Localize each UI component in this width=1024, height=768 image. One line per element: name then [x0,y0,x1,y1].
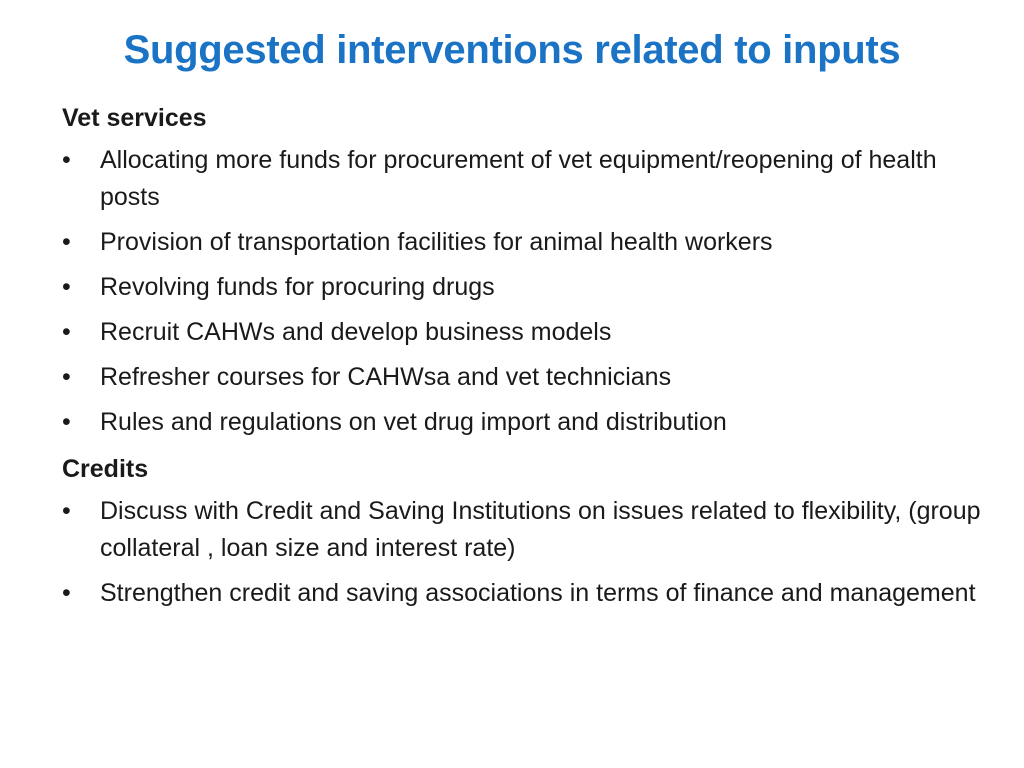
list-item [62,142,982,216]
list-item-text: Provision of transportation facilities for animal health workers [100,228,773,256]
list-item [62,404,982,441]
bullet-icon: • [62,228,71,256]
list-item-text: Allocating more funds for procurement of vet equipment/reopening of health posts [100,146,937,211]
bullet-icon: • [62,318,71,346]
list-item [62,493,982,567]
bullet-icon: • [62,408,71,436]
list-item-text: Strengthen credit and saving associations in terms of finance and management [100,579,976,607]
bullet-icon: • [62,273,71,301]
section-heading-vet-services: Vet services [62,104,207,132]
bullet-list-vet-services [62,142,982,441]
list-item-text: Revolving funds for procuring drugs [100,273,495,301]
list-item [62,269,982,306]
list-item-text: Rules and regulations on vet drug import and distribution [100,408,727,436]
list-item [62,575,982,612]
bullet-icon: • [62,497,71,525]
slide-content [62,98,982,620]
slide-title: Suggested interventions related to inputs [123,28,901,72]
list-item [62,224,982,261]
list-item-text: Recruit CAHWs and develop business models [100,318,612,346]
bullet-icon: • [62,146,71,174]
bullet-icon: • [62,363,71,391]
list-item [62,359,982,396]
bullet-icon: • [62,579,71,607]
list-item-text: Discuss with Credit and Saving Institutions on issues related to flexibility, (group collateral , loan size and interest rate) [100,497,981,562]
bullet-list-credits [62,493,982,612]
list-item [62,314,982,351]
section-heading-credits: Credits [62,455,149,483]
list-item-text: Refresher courses for CAHWsa and vet technicians [100,363,672,391]
